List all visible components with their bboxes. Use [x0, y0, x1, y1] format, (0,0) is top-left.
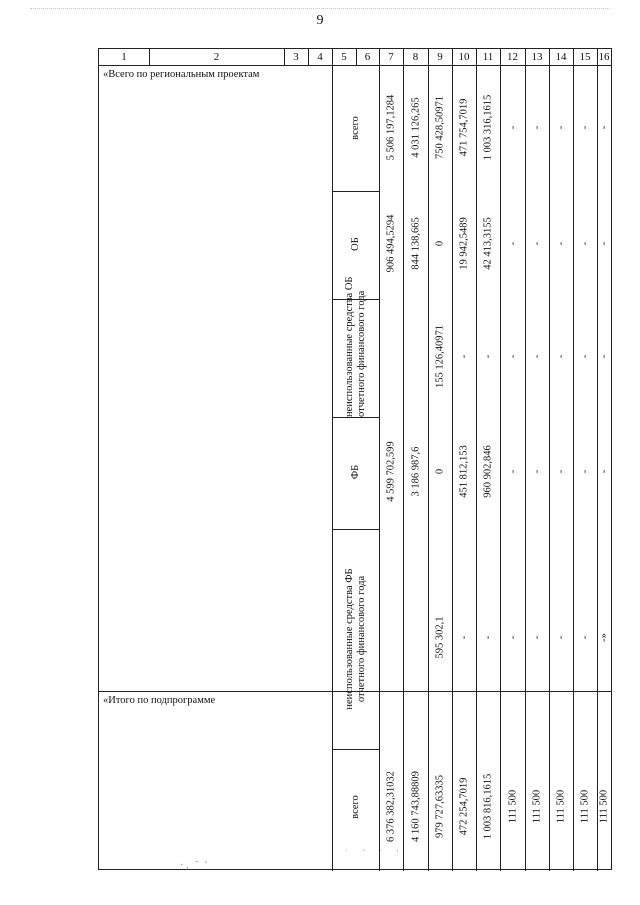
subprogram-total-heading: «Итого по подпрограмме — [103, 695, 216, 706]
cell-regional-total: 5 506 197,1284 — [385, 94, 397, 161]
cell-regional-ob: - — [507, 241, 518, 246]
row-divider — [332, 529, 379, 530]
page-number: 9 — [316, 13, 324, 28]
column-number: 7 — [388, 51, 394, 63]
regional-projects-heading: «Всего по региональным проектам — [103, 69, 260, 80]
header-ob: ОБ — [349, 237, 361, 251]
scan-marks: ˙ ˜ ˙ ′ — [345, 848, 405, 858]
cell-regional-ob: - — [555, 241, 567, 246]
scan-marks: ·‚ ˜ ′ — [180, 860, 210, 871]
cell-regional-total: - — [579, 125, 591, 130]
cell-regional-ob: 906 494,5294 — [385, 214, 397, 273]
col-line — [573, 49, 574, 871]
cell-regional-unused-ob: - — [579, 354, 591, 359]
cell-sub-unused-fb: - — [458, 635, 470, 640]
cell-regional-ob: 19 942,5489 — [458, 217, 470, 270]
cell-regional-fb: - — [555, 469, 567, 474]
cell-regional-fb: 0 — [434, 468, 446, 475]
cell-sub-total: 472 254,7019 — [458, 777, 470, 836]
column-number: 13 — [531, 51, 543, 63]
column-number: 9 — [437, 51, 443, 63]
cell-regional-unused-ob: - — [555, 354, 567, 359]
cell-regional-fb: 451 812,153 — [458, 445, 470, 498]
cell-regional-unused-ob: 155 126,40971 — [434, 325, 446, 388]
column-number: 8 — [412, 51, 419, 63]
cell-sub-unused-fb: - — [555, 635, 567, 640]
column-number: 16 — [598, 51, 610, 63]
cell-sub-unused-fb: - — [482, 635, 494, 640]
cell-sub-unused-fb: -» — [598, 633, 610, 642]
cell-regional-total: 471 754,7019 — [458, 98, 470, 157]
cell-sub-total: 111 500 — [507, 789, 518, 824]
cell-regional-unused-ob: - — [507, 354, 518, 359]
row-divider — [332, 749, 379, 750]
cell-sub-total: 979 727,63335 — [434, 775, 446, 838]
col-line — [332, 49, 333, 871]
cell-sub-total: 4 160 743,88809 — [410, 771, 421, 842]
cell-regional-unused-ob: - — [531, 354, 543, 359]
row-divider — [332, 299, 379, 300]
cell-sub-unused-fb: - — [531, 635, 543, 640]
header-unused-ob: неиспользованные средства ОБ отчетного финансового года — [343, 276, 367, 417]
cell-regional-total: - — [531, 125, 543, 130]
col-line — [549, 49, 550, 871]
cell-regional-ob: - — [579, 241, 591, 246]
cell-regional-fb: 3 186 987,6 — [410, 446, 421, 497]
cell-regional-fb: 4 599 702,599 — [385, 441, 397, 502]
cell-regional-unused-ob: - — [458, 354, 470, 359]
cell-regional-fb: - — [598, 469, 610, 474]
col-line — [476, 49, 477, 871]
row-divider — [332, 417, 379, 418]
cell-regional-fb: 960 902,846 — [482, 445, 494, 498]
cell-regional-ob: 42 413,3155 — [482, 217, 494, 270]
cell-regional-ob: 844 138,665 — [410, 217, 421, 270]
cell-regional-total: 4 031 126,265 — [410, 97, 421, 158]
column-number: 4 — [317, 51, 323, 63]
cell-sub-total: 6 376 382,31032 — [385, 771, 397, 842]
column-number: 15 — [579, 51, 591, 63]
cell-regional-ob: - — [531, 241, 543, 246]
cell-regional-total: - — [507, 125, 518, 130]
column-number: 14 — [555, 51, 567, 63]
budget-table — [98, 48, 612, 870]
cell-sub-total: 1 003 816,1615 — [482, 773, 494, 840]
col-line — [525, 49, 526, 871]
cell-sub-total: 111 500 — [579, 789, 591, 824]
column-number: 11 — [482, 51, 494, 63]
header-sub-total: всего — [349, 795, 361, 819]
col-line — [500, 49, 501, 871]
cell-regional-ob: - — [598, 241, 610, 246]
cell-regional-fb: - — [579, 469, 591, 474]
col-line — [379, 49, 380, 871]
cell-sub-total: 111 500 — [531, 789, 543, 824]
column-number: 5 — [341, 51, 347, 63]
cell-sub-unused-fb: - — [507, 635, 518, 640]
cell-sub-unused-fb: 595 302,1 — [434, 616, 446, 659]
cell-sub-total: 111 500 — [598, 789, 610, 824]
cell-regional-total: - — [555, 125, 567, 130]
cell-regional-fb: - — [531, 469, 543, 474]
cell-regional-total: - — [598, 125, 610, 130]
col-line — [428, 49, 429, 871]
cell-regional-fb: - — [507, 469, 518, 474]
column-number: 3 — [293, 51, 299, 63]
cell-regional-ob: 0 — [434, 240, 446, 247]
cell-sub-unused-fb: - — [579, 635, 591, 640]
col-line — [403, 49, 404, 871]
cell-sub-total: 111 500 — [555, 789, 567, 824]
header-unused-fb: неиспользованные средства ФБ отчетного финансового года — [343, 568, 367, 710]
column-number: 1 — [121, 51, 127, 63]
cell-regional-total: 750 428,50971 — [434, 96, 446, 159]
column-number: 2 — [213, 51, 220, 63]
cell-regional-total: 1 003 316,1615 — [482, 94, 494, 161]
column-number: 6 — [364, 51, 371, 63]
column-number: 12 — [507, 51, 518, 63]
header-fb: ФБ — [349, 464, 361, 480]
row-divider — [332, 191, 379, 192]
header-total: всего — [349, 116, 361, 140]
col-line — [452, 49, 453, 871]
column-number: 10 — [458, 51, 470, 63]
cell-regional-unused-ob: - — [598, 354, 610, 359]
cell-regional-unused-ob: - — [482, 354, 494, 359]
